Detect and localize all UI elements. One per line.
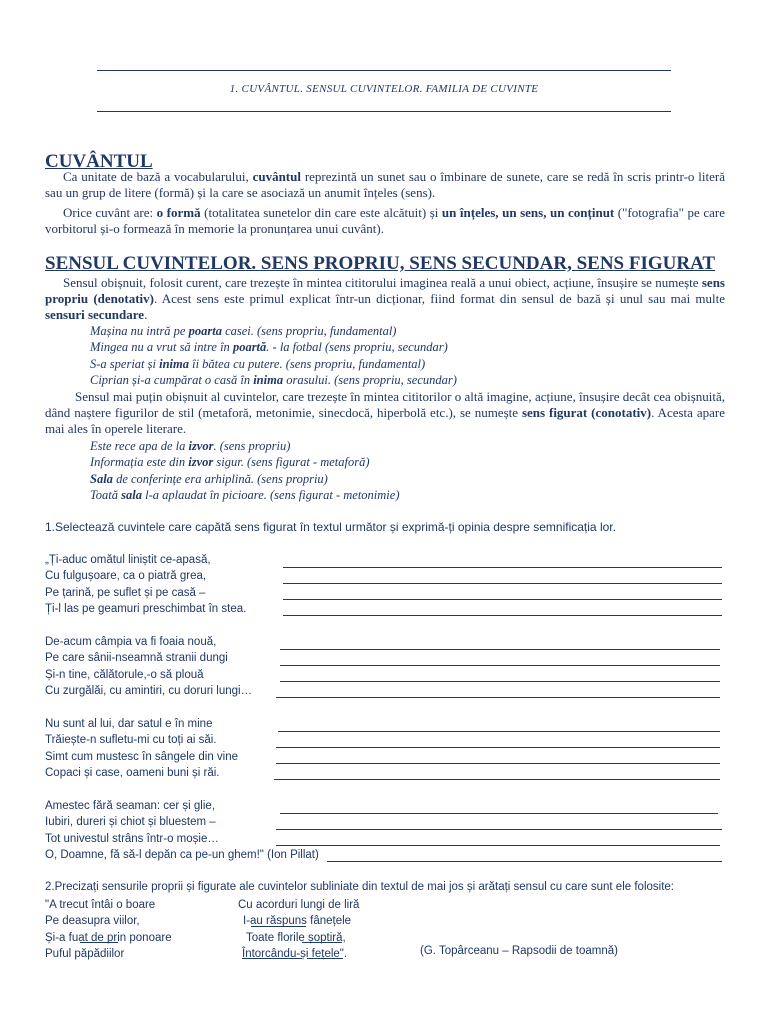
example-item: Sala de conferințe era arhiplină. (sens propriu) — [90, 471, 328, 486]
header-top-rule — [97, 70, 671, 71]
example-list-proper — [90, 323, 457, 388]
poem-stanza — [45, 716, 238, 782]
poem-line: Pe deasupra viilor, — [45, 915, 140, 928]
underline-marker — [251, 926, 306, 927]
answer-line[interactable] — [276, 845, 720, 846]
poem-line: Pe țarină, pe suflet și pe casă – — [45, 586, 206, 599]
underline-marker — [242, 958, 302, 959]
poem-line: Simt cum mustesc în sângele din vine — [45, 750, 239, 763]
answer-line[interactable] — [276, 747, 720, 748]
underline-marker — [307, 958, 343, 959]
underline-marker — [80, 942, 118, 943]
answer-line[interactable] — [280, 665, 720, 666]
paragraph-sens-figurat: Sensul mai puțin obișnuit al cuvintelor, care trezește în mintea cititorilor o altă imagine, acțiune, însușire decât cea obișnuită, dând naștere figurilor de stil (metaforă, metonimie, sinecdocă, hiperbolă etc.), se numește sens figurat (conotativ). Acesta apare mai ales în operele literare. — [45, 389, 725, 436]
answer-line[interactable] — [327, 861, 722, 862]
poem-line: Toate florile șoptiră, — [246, 931, 346, 944]
poem-line: Pe care sânii-nseamnă stranii dungi — [45, 652, 228, 665]
answer-line[interactable] — [283, 567, 722, 568]
example-list-figurative — [90, 438, 400, 503]
example-item: Informația este din izvor sigur. (sens figurat - metaforă) — [90, 455, 370, 470]
example-item: Este rece apa de la izvor. (sens propriu) — [90, 439, 291, 453]
poem-line: Iubiri, dureri și chiot și bluestem – — [45, 816, 216, 829]
poem-column-left — [45, 897, 172, 963]
answer-line[interactable] — [283, 583, 722, 584]
poem-line: I-au răspuns fânețele — [243, 915, 352, 928]
answer-line[interactable] — [280, 649, 720, 650]
poem-line: Ți-l las pe geamuri preschimbat în stea. — [45, 603, 247, 616]
poem-source: (G. Topârceanu – Rapsodii de toamnă) — [420, 945, 618, 957]
paragraph-form-sense: Orice cuvânt are: o formă (totalitatea sunetelor din care este alcătuit) și un înțeles, un sens, un conținut ("fotografia" pe care vorbitorul și-o formează în memorie la pronunțarea unui cuvânt). — [45, 205, 725, 236]
answer-line[interactable] — [276, 829, 722, 830]
poem-line: Cu fulgușoare, ca o piatră grea, — [45, 570, 207, 583]
poem-line: Puful păpădiilor — [45, 948, 125, 961]
answer-line[interactable] — [283, 599, 722, 600]
poem-line: Copaci și case, oameni buni și răi. — [45, 767, 220, 780]
poem-line: Nu sunt al lui, dar satul e în mine — [45, 718, 213, 730]
answer-line[interactable] — [276, 763, 720, 764]
chapter-title: 1. CUVÂNTUL. SENSUL CUVINTELOR. FAMILIA DE CUVINTE — [229, 83, 539, 95]
example-item: Mașina nu intră pe poarta casei. (sens propriu, fundamental) — [90, 324, 397, 338]
section-heading-sensuri: SENSUL CUVINTELOR. SENS PROPRIU, SENS SECUNDAR, SENS FIGURAT — [45, 253, 716, 274]
answer-line[interactable] — [283, 615, 722, 616]
poem-line: „Ți-aduc omătul liniștit ce-apasă, — [45, 554, 211, 566]
example-item: Ciprian și-a cumpărat o casă în inima orasului. (sens propriu, secundar) — [90, 372, 457, 387]
poem-stanza — [45, 634, 252, 700]
poem-line: Și-a fuat de prin ponoare — [45, 931, 172, 944]
poem-line: Tot univestul strâns într-o moșie… — [45, 832, 219, 845]
poem-line: Cu zurgălăi, cu amintiri, cu doruri lungi… — [45, 685, 253, 698]
poem-line: Amestec fără seaman: cer și glie, — [45, 800, 216, 812]
answer-line[interactable] — [280, 681, 720, 682]
example-item: Mingea nu a vrut să intre în poartă. - la fotbal (sens propriu, secundar) — [90, 340, 448, 355]
underline-marker — [302, 942, 342, 943]
exercise1-prompt: 1.Selectează cuvintele care capătă sens figurat în textul următor și exprimă-ți opinia despre semnificația lor. — [45, 520, 616, 534]
poem-line: Cu acorduri lungi de liră — [238, 899, 360, 911]
paragraph-definition: Ca unitate de bază a vocabularului, cuvântul reprezintă un sunet sau o îmbinare de sunete, care se redă în scris printr-o literă sau un grup de litere (formă) și la care se asociază un anumit înțeles (sens). — [45, 169, 725, 200]
poem-line: Și-n tine, călătorule,-o să plouă — [45, 668, 204, 681]
poem-stanza — [45, 552, 246, 618]
poem-column-right — [238, 897, 359, 963]
poem-line: "A trecut întâi o boare — [45, 899, 156, 911]
poem-line: O, Doamne, fă să-l depăn ca pe-un ghem!" (Ion Pillat) — [45, 849, 319, 862]
example-item: Toată sala l-a aplaudat în picioare. (sens figurat - metonimie) — [90, 487, 400, 502]
answer-line[interactable] — [278, 731, 720, 732]
poem-stanza — [45, 798, 319, 864]
answer-line[interactable] — [274, 779, 720, 780]
poem-line: De-acum câmpia va fi foaia nouă, — [45, 636, 217, 648]
answer-line[interactable] — [280, 813, 718, 814]
paragraph-sens-propriu: Sensul obișnuit, folosit curent, care trezește în mintea cititorului imaginea reală a unui obiect, acțiune, însușire se numește sens propriu (denotativ). Acest sens este primul explicat într-un dicționar, fiind format din sensul de bază și unul sau mai multe sensuri secundare. — [45, 275, 725, 322]
header-bottom-rule — [97, 111, 671, 112]
poem-line: Trăiește-n sufletu-mi cu toți ai săi. — [45, 734, 217, 747]
example-item: S-a speriat și inima îi bătea cu putere. (sens propriu, fundamental) — [90, 356, 426, 371]
section-heading-cuvantul: CUVÂNTUL — [45, 151, 153, 172]
exercise2-prompt: 2.Precizați sensurile proprii și figurate ale cuvintelor subliniate din textul de mai jos și arătați sensul cu care sunt ele folosite: — [45, 881, 674, 893]
answer-line[interactable] — [276, 697, 720, 698]
poem-line: Întorcându-și fețele". — [242, 948, 348, 961]
